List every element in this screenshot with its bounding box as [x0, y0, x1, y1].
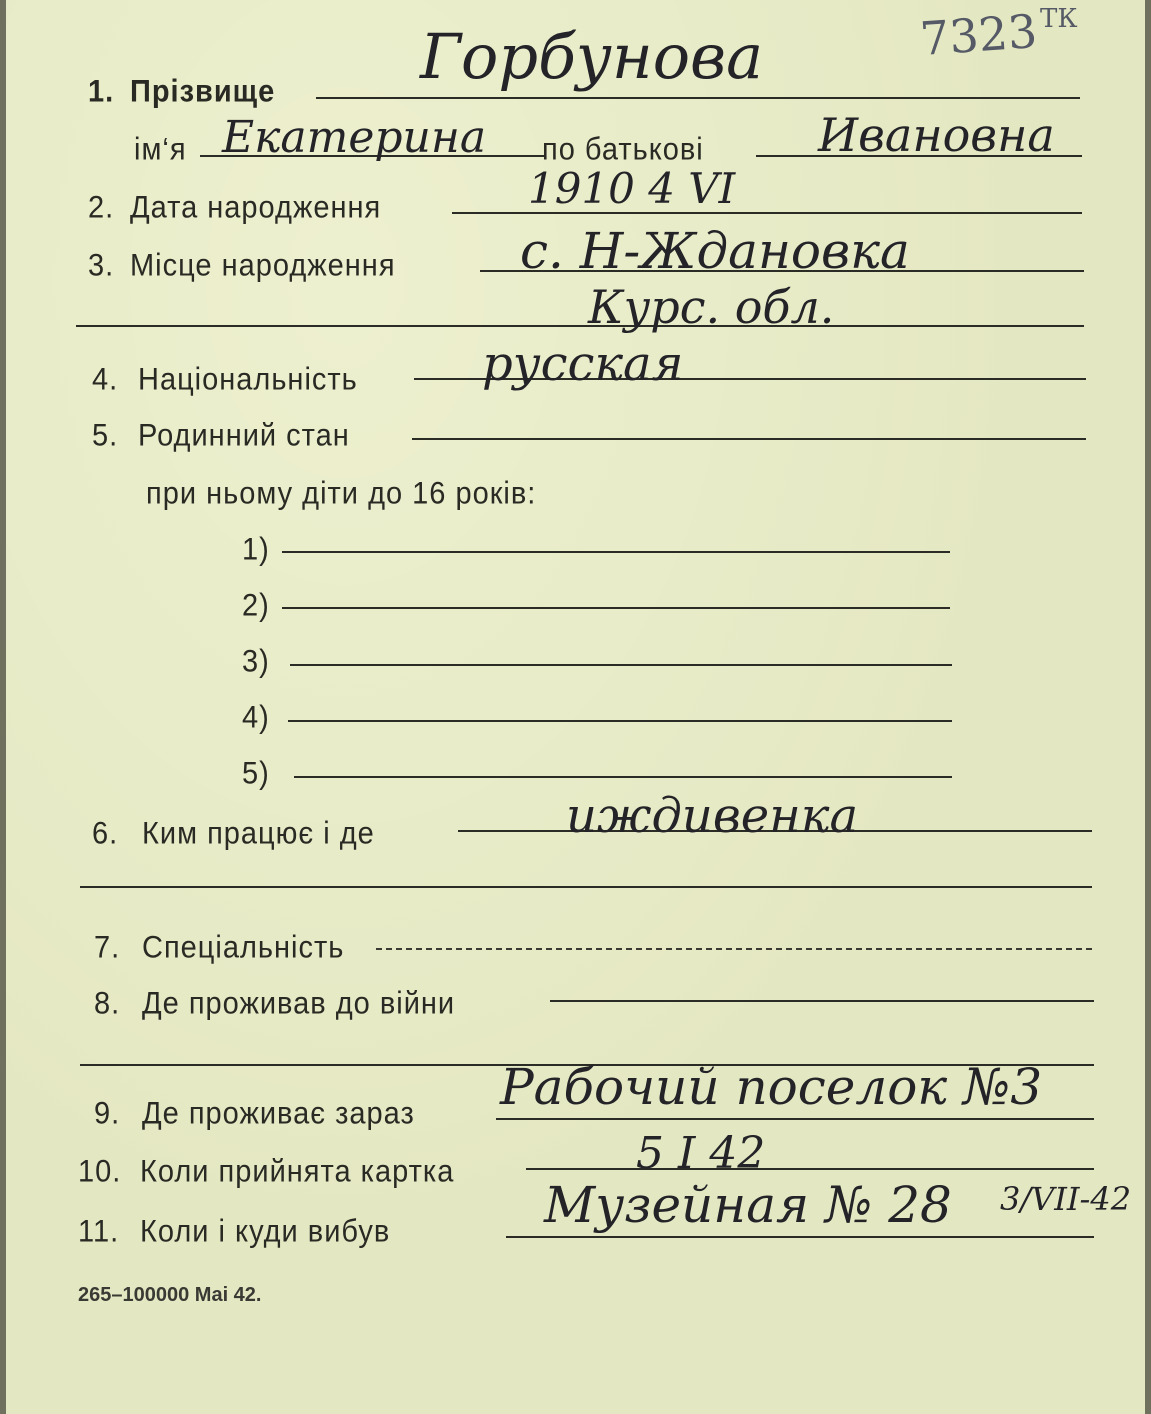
- birth-date-value: 1910 4 VI: [528, 164, 736, 213]
- departure-line: [506, 1236, 1094, 1238]
- current-residence-label: Де проживає зараз: [142, 1096, 415, 1132]
- prewar-residence-label: Де проживав до війни: [142, 986, 456, 1022]
- field-4-number: 4.: [92, 362, 119, 398]
- birth-date-label: Дата народження: [130, 190, 382, 226]
- work-line-2: [80, 886, 1092, 888]
- surname-value: Горбунова: [420, 20, 764, 93]
- child-2-line: [282, 607, 950, 609]
- field-8-number: 8.: [94, 986, 121, 1022]
- birth-place-label: Місце народження: [130, 248, 396, 284]
- first-name-label: ім‘я: [134, 132, 187, 168]
- speciality-label: Спеціальність: [142, 930, 345, 966]
- field-9-number: 9.: [94, 1096, 121, 1132]
- field-1-number: 1.: [88, 74, 115, 110]
- birth-place-value-1: с. Н-Ждановка: [520, 222, 910, 280]
- child-3-label: 3): [242, 644, 270, 680]
- work-label: Ким працює і де: [142, 816, 375, 852]
- field-10-number: 10.: [78, 1154, 122, 1190]
- card-left-edge: [0, 0, 6, 1414]
- child-1-line: [282, 551, 950, 553]
- field-11-number: 11.: [78, 1214, 120, 1250]
- departure-value: Музейная № 28: [544, 1176, 952, 1234]
- field-5-number: 5.: [92, 418, 119, 454]
- birth-place-value-2: Курс. обл.: [588, 280, 835, 334]
- surname-label: Прізвище: [130, 74, 276, 110]
- archive-number: 7323: [918, 3, 1039, 67]
- nationality-value: русская: [482, 336, 684, 392]
- field-3-number: 3.: [88, 248, 115, 284]
- nationality-label: Національність: [138, 362, 358, 398]
- prewar-residence-line: [550, 1000, 1094, 1002]
- card-accepted-label: Коли прийнята картка: [140, 1154, 455, 1190]
- marital-status-line: [412, 438, 1086, 440]
- child-5-line: [294, 776, 952, 778]
- print-code: 265–100000 Mai 42.: [78, 1284, 262, 1306]
- marital-status-label: Родинний стан: [138, 418, 350, 454]
- card-right-edge: [1145, 0, 1151, 1414]
- archive-number-suffix: ТК: [1040, 4, 1078, 34]
- first-name-value: Екатерина: [222, 112, 487, 163]
- patronymic-label: по батькові: [542, 132, 704, 168]
- children-label: при ньому діти до 16 років:: [146, 476, 537, 512]
- field-2-number: 2.: [88, 190, 115, 226]
- patronymic-value: Ивановна: [818, 108, 1055, 162]
- card-accepted-line: [526, 1168, 1094, 1170]
- birth-place-line-2: [76, 325, 1084, 327]
- child-4-line: [288, 720, 952, 722]
- work-value: иждивенка: [566, 788, 859, 844]
- departure-date-value: 3/VII-42: [1000, 1180, 1132, 1218]
- current-residence-line: [496, 1118, 1094, 1120]
- current-residence-value: Рабочий поселок №3: [500, 1058, 1043, 1116]
- field-7-number: 7.: [94, 930, 121, 966]
- child-4-label: 4): [242, 700, 270, 736]
- child-1-label: 1): [242, 532, 270, 568]
- child-5-label: 5): [242, 756, 270, 792]
- child-2-label: 2): [242, 588, 270, 624]
- speciality-line: [376, 948, 1092, 950]
- card-accepted-value: 5 I 42: [636, 1128, 766, 1179]
- surname-line: [316, 97, 1080, 99]
- child-3-line: [290, 664, 952, 666]
- departure-label: Коли і куди вибув: [140, 1214, 391, 1250]
- field-6-number: 6.: [92, 816, 119, 852]
